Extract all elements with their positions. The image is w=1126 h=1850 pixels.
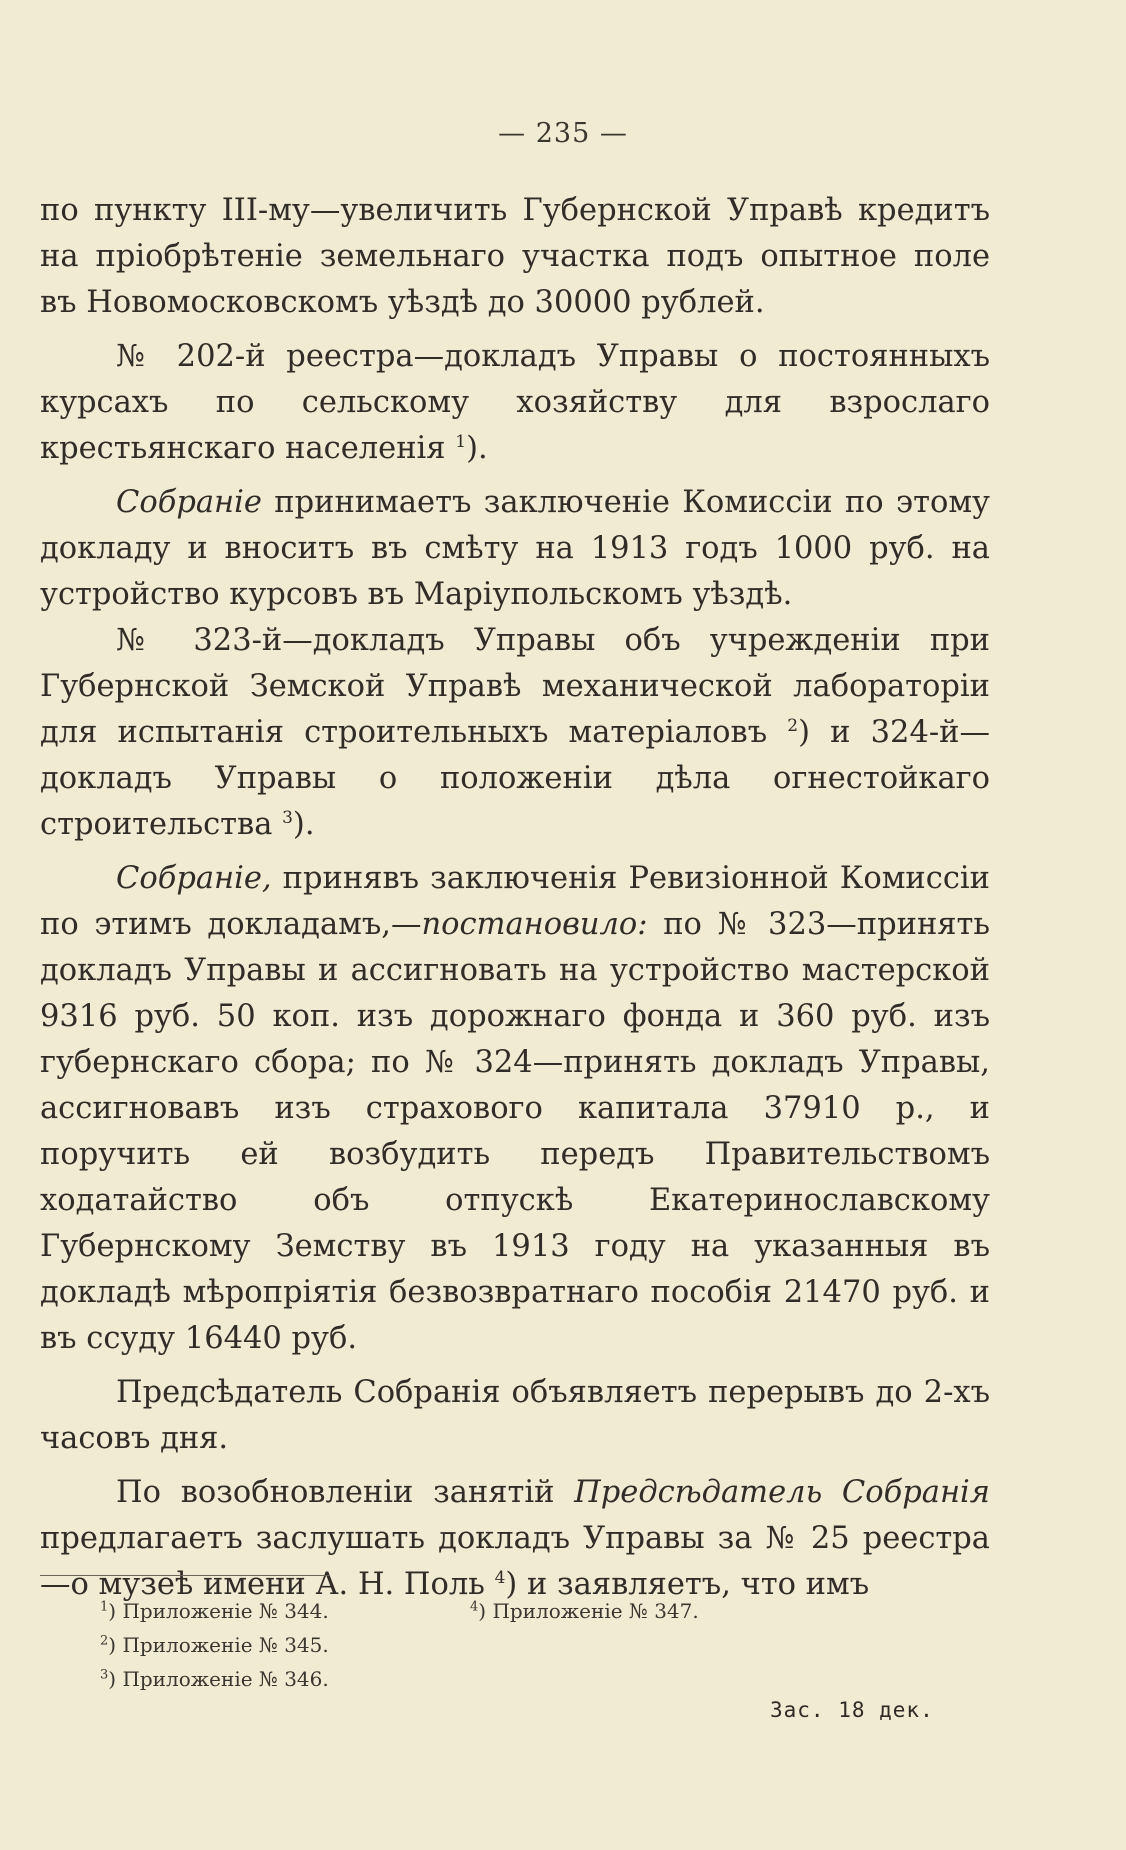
footnote-ref-4: 4 <box>494 1567 506 1588</box>
footnote-divider <box>40 1575 330 1576</box>
footnote-ref-2: 2 <box>787 715 799 736</box>
paragraph-6: Предсѣдатель Собранія объявляетъ перерывъ до 2-хъ часовъ дня. <box>40 1375 990 1456</box>
session-signature: Зас. 18 дек. <box>770 1698 934 1722</box>
footnote-1: $^1$) Приложеніе № 344. <box>100 1599 329 1623</box>
paragraph-1: по пункту III-му—увеличить Губернской Управѣ кредитъ на пріобрѣтеніе земельнаго участка подъ опытное поле въ Новомосковскомъ уѣздѣ до 30000 рублей. <box>40 193 990 320</box>
paragraph-5: Собраніе, принявъ заключенія Ревизіонной Комиссіи по этимъ докладамъ,—постановило: по № 323—принять докладъ Управы и ассигновать на устройство мастерской 9316 руб. 50 коп. изъ дорожнаго фонда и 360 руб. изъ губернскаго сбора; по № 324—принять докладъ Управы, ассигновавъ изъ страхового капитала 37910 р., и поручить ей возбудить передъ Правительствомъ ходатайство объ отпускѣ Екатеринославскому Губернскому Земству въ 1913 году на указанныя въ докладѣ мѣропріятія безвозвратнаго пособія 21470 руб. и въ ссуду 16440 руб. <box>40 861 990 1356</box>
footnote-4: $^4$) Приложеніе № 347. <box>470 1599 699 1623</box>
footnote-2: $^2$) Приложеніе № 345. <box>100 1633 329 1657</box>
paragraph-2: № 202-й реестра—докладъ Управы о постоянныхъ курсахъ по сельскому хозяйству для взрослаго крестьянскаго населенія $^1$). <box>40 339 990 466</box>
page-number: — 235 — <box>498 118 628 149</box>
paragraph-3: Собраніе принимаетъ заключеніе Комиссіи по этому докладу и вноситъ въ смѣту на 1913 годъ 1000 руб. на устройство курсовъ въ Маріупольскомъ уѣздѣ. <box>40 485 990 612</box>
footnote-3: $^3$) Приложеніе № 346. <box>100 1667 329 1691</box>
footnote-ref-3: 3 <box>282 807 293 828</box>
paragraph-4: № 323-й—докладъ Управы объ учрежденіи при Губернской Земской Управѣ механической лабораторіи для испытанія строительныхъ матеріаловъ $^2$) и 324-й—докладъ Управы о положеніи дѣла огнестойкаго строительства $^3$). <box>40 623 990 842</box>
footnote-ref-1: 1 <box>455 431 467 452</box>
footnotes <box>100 1594 1000 1696</box>
body-text <box>40 188 990 1608</box>
paragraph-7: По возобновленіи занятій Предсѣдатель Собранія предлагаетъ заслушать докладъ Управы за № 25 реестра—о музеѣ имени А. Н. Поль $^4$) и заявляетъ, что имъ <box>40 1475 990 1602</box>
